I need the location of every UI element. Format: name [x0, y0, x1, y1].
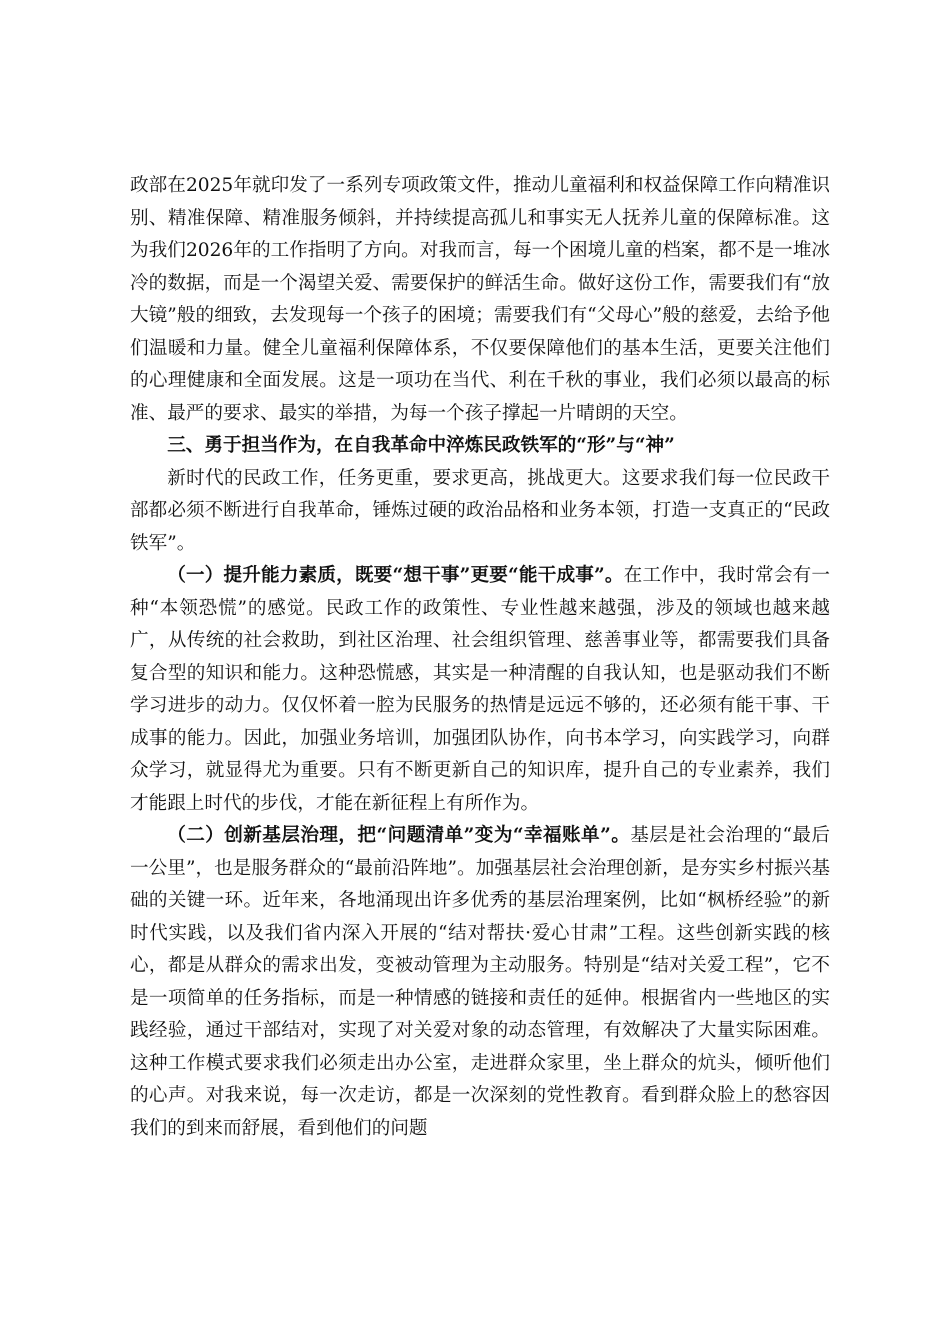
paragraph-governance-body: 基层是社会治理的“最后一公里”，也是服务群众的“最前沿阵地”。加强基层社会治理创新，是夯实乡村振兴基础的关键一环。近年来，各地涌现出许多优秀的基层治理案例，比如“枫桥经验”的新时代实践，以及我们省内深入开展的“结对帮扶·爱心甘肃”工程。这些创新实践的核心，都是从群众的需求出发，变被动管理为主动服务。特别是“结对关爱工程”，它不是一项简单的任务指标，而是一种情感的链接和责任的延伸。根据省内一些地区的实践经验，通过干部结对，实现了对关爱对象的动态管理，有效解决了大量实际困难。这种工作模式要求我们必须走出办公室，走进群众家里，坐上群众的炕头，倾听他们的心声。对我来说，每一次走访，都是一次深刻的党性教育。看到群众脸上的愁容因我们的到来而舒展，看到他们的问题 — [130, 825, 831, 1139]
paragraph-governance — [130, 820, 830, 1145]
paragraph-child-welfare: 政部在2025年就印发了一系列专项政策文件，推动儿童福利和权益保障工作向精准识别、精准保障、精准服务倾斜，并持续提高孤儿和事实无人抚养儿童的保障标准。这为我们2026年的工作指明了方向。对我而言，每一个困境儿童的档案，都不是一堆冰冷的数据，而是一个渴望关爱、需要保护的鲜活生命。做好这份工作，需要我们有“放大镜”般的细致，去发现每一个孩子的困境；需要我们有“父母心”般的慈爱，去给予他们温暖和力量。健全儿童福利保障体系，不仅要保障他们的基本生活，更要关注他们的心理健康和全面发展。这是一项功在当代、利在千秋的事业，我们必须以最高的标准、最严的要求、最实的举措，为每一个孩子撑起一片晴朗的天空。 — [130, 175, 830, 424]
section-heading-three: 三、勇于担当作为，在自我革命中淬炼民政铁军的“形”与“神” — [167, 435, 675, 456]
subheading-ability: （一）提升能力素质，既要“想干事”更要“能干成事”。 — [167, 565, 624, 586]
subheading-governance: （二）创新基层治理，把“问题清单”变为“幸福账单”。 — [167, 825, 631, 846]
paragraph-new-era: 新时代的民政工作，任务更重，要求更高，挑战更大。这要求我们每一位民政干部都必须不断进行自我革命，锤炼过硬的政治品格和业务本领，打造一支真正的“民政铁军”。 — [130, 467, 830, 554]
paragraph-ability-body: 在工作中，我时常会有一种“本领恐慌”的感觉。民政工作的政策性、专业性越来越强，涉及的领域也越来越广，从传统的社会救助，到社区治理、社会组织管理、慈善事业等，都需要我们具备复合型的知识和能力。这种恐慌感，其实是一种清醒的自我认知，也是驱动我们不断学习进步的动力。仅仅怀着一腔为民服务的热情是远远不够的，还必须有能干事、干成事的能力。因此，加强业务培训，加强团队协作，向书本学习，向实践学习，向群众学习，就显得尤为重要。只有不断更新自己的知识库，提升自己的专业素养，我们才能跟上时代的步伐，才能在新征程上有所作为。 — [130, 565, 830, 814]
document-page — [130, 170, 830, 1145]
paragraph-ability — [130, 560, 830, 820]
